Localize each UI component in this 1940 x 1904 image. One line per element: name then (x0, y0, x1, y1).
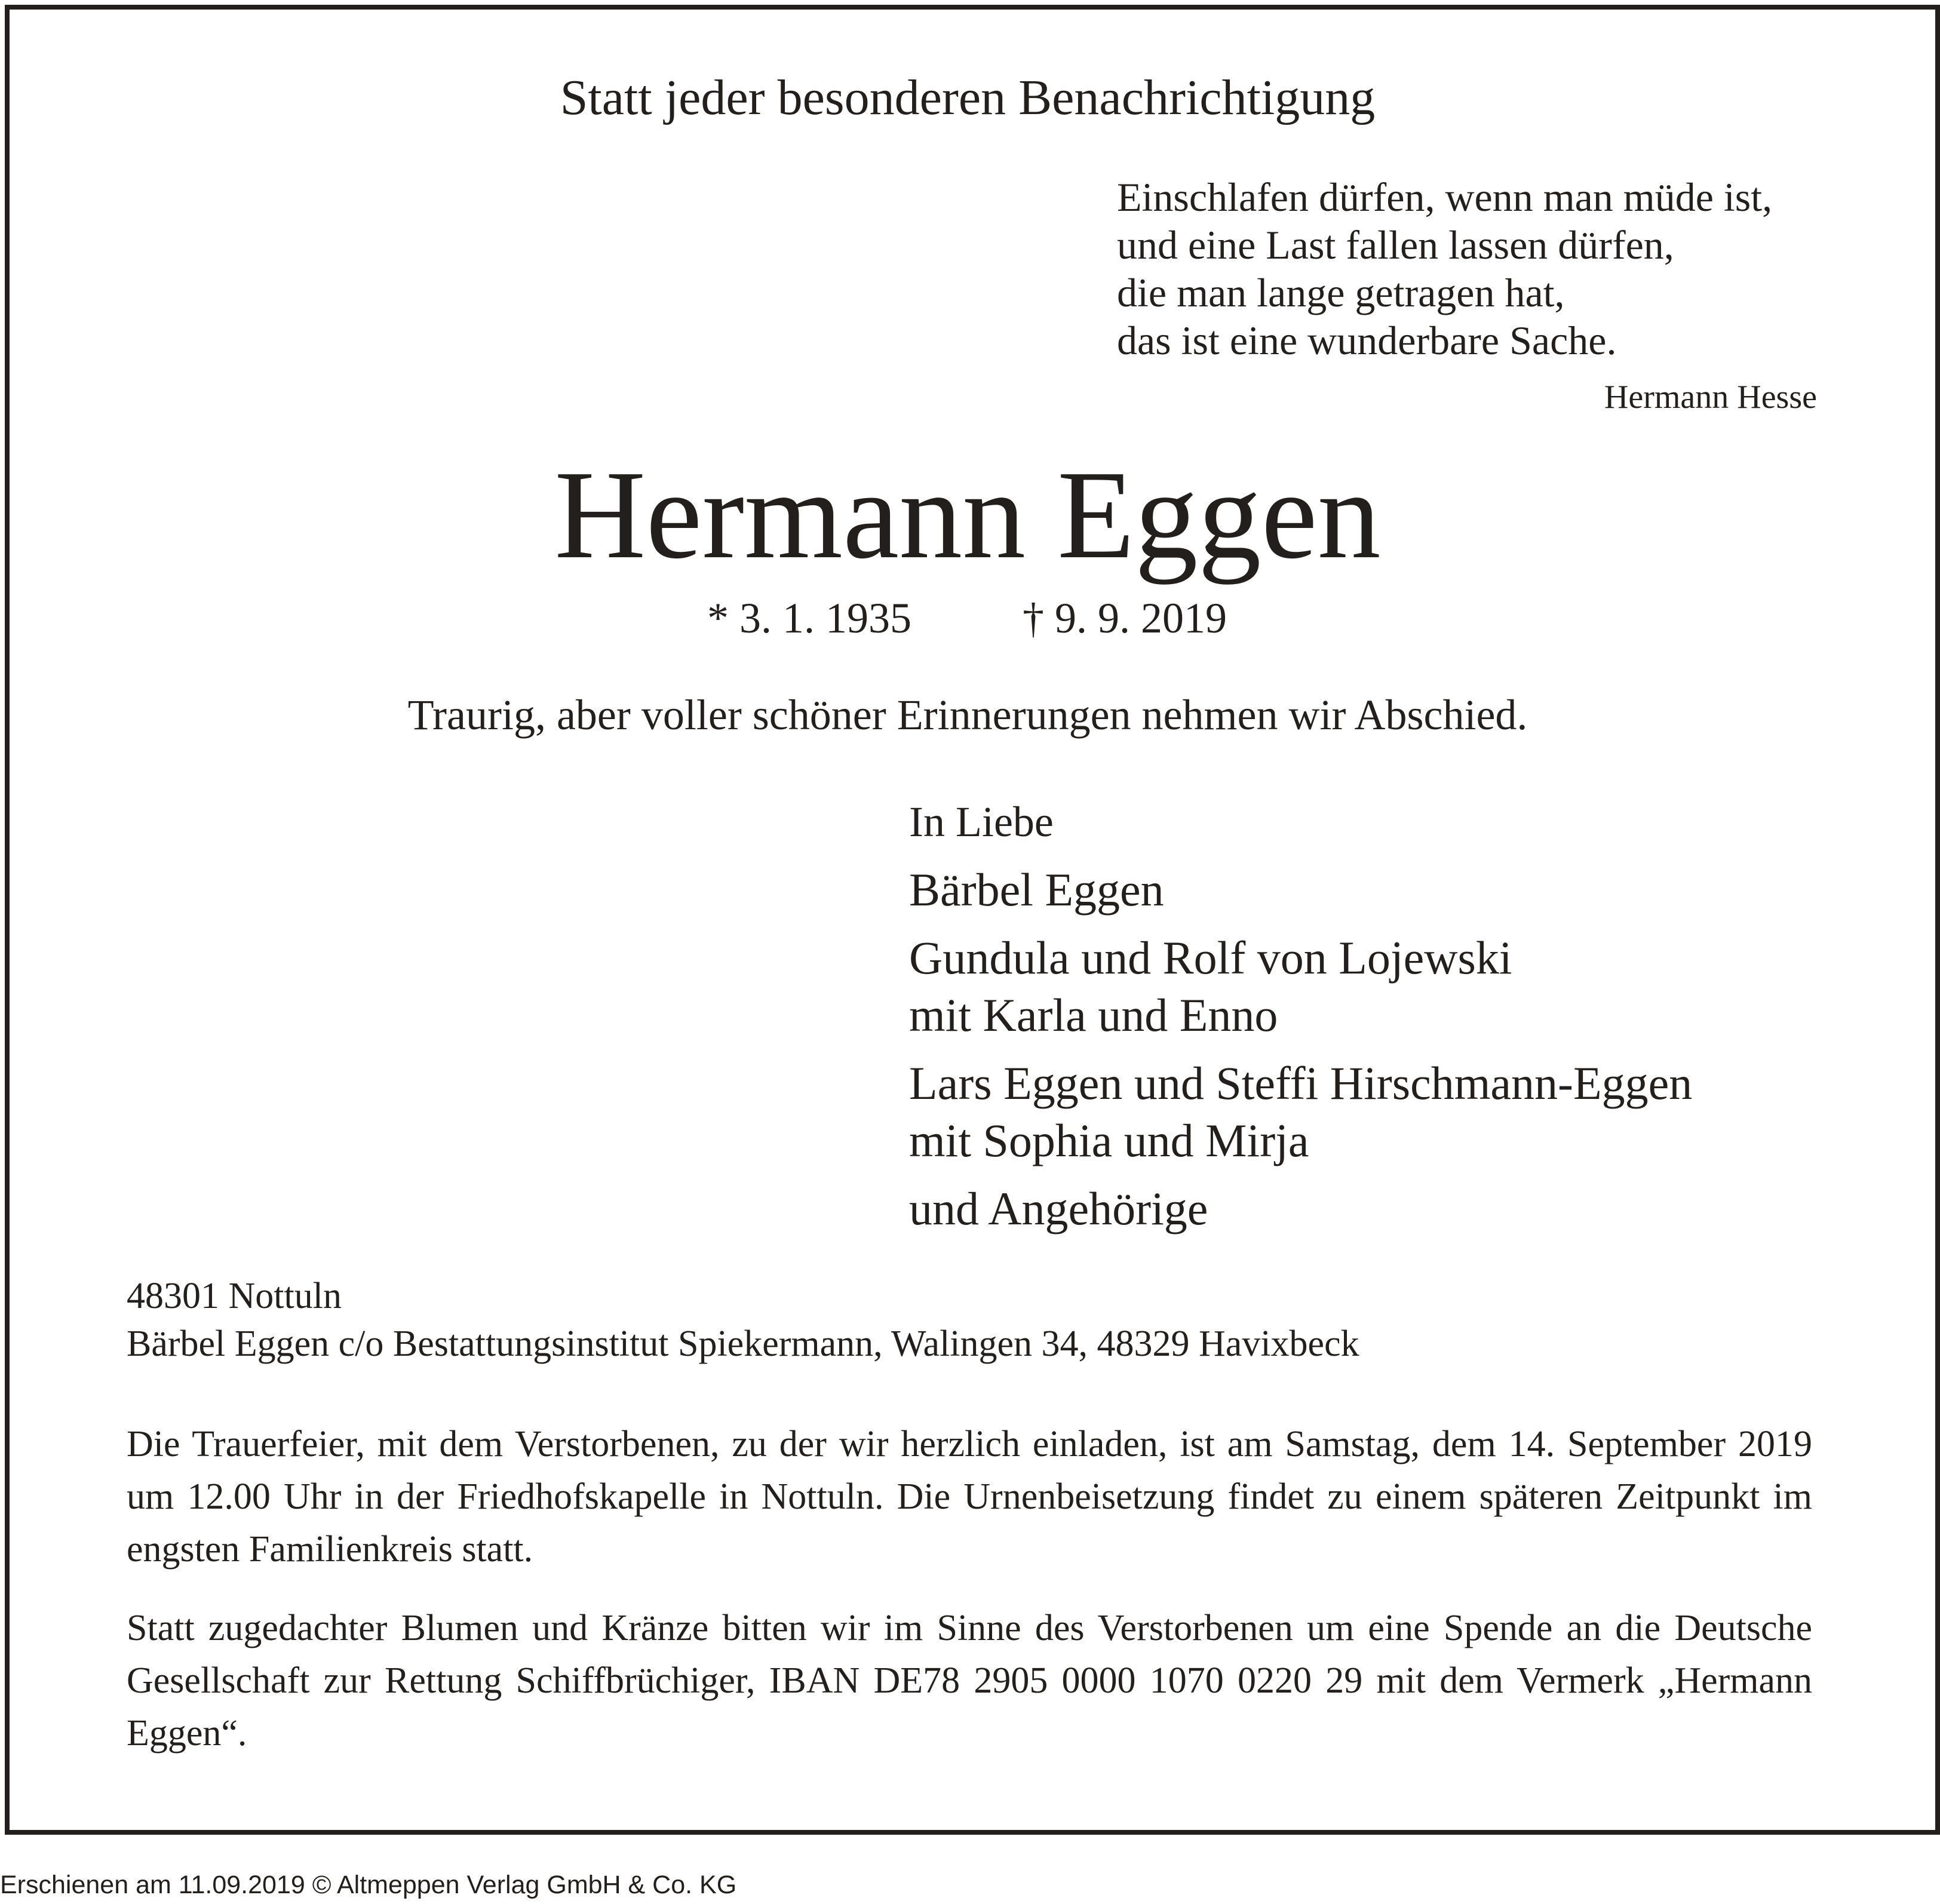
poem-author: Hermann Hesse (1604, 379, 1817, 416)
mourner-line: und Angehörige (909, 1183, 1208, 1234)
farewell-text: Traurig, aber voller schöner Erinnerungen nehmen wir Abschied. (407, 691, 1528, 739)
funeral-info-paragraph: Die Trauerfeier, mit dem Verstorbenen, zu der wir herzlich einladen, ist am Samstag, dem 14. September 2019 um 12.00 Uhr in der Friedhofskapelle in Nottuln. Die Urnenbeisetzung findet zu einem späteren Zeitpunkt im engsten Familienkreis statt. (127, 1424, 1812, 1570)
mourners-list (909, 793, 1692, 1248)
publication-footer: Erschienen am 11.09.2019 © Altmeppen Verlag GmbH & Co. KG (0, 1871, 737, 1899)
address-line: Bärbel Eggen c/o Bestattungsinstitut Spiekermann, Walingen 34, 48329 Havixbeck (127, 1323, 1359, 1364)
mourner-group (909, 929, 1692, 1044)
mourner-line: Lars Eggen und Steffi Hirschmann-Eggen (909, 1057, 1693, 1109)
mourners-intro: In Liebe (909, 798, 1054, 846)
poem-line: und eine Last fallen lassen dürfen, (1117, 222, 1674, 268)
donation-paragraph: Statt zugedachter Blumen und Kränze bitten wir im Sinne des Verstorbenen um eine Spende an die Deutsche Gesellschaft zur Rettung Schiffbrüchiger, IBAN DE78 2905 0000 1070 0220 29 mit dem Vermerk „Hermann Eggen“. (127, 1608, 1812, 1753)
mourner-group (909, 1180, 1692, 1237)
poem-line: das ist eine wunderbare Sache. (1117, 318, 1617, 363)
birth-date: * 3. 1. 1935 (707, 594, 911, 642)
poem-line: die man lange getragen hat, (1117, 270, 1565, 315)
address-line: 48301 Nottuln (127, 1276, 342, 1316)
poem-line: Einschlafen dürfen, wenn man müde ist, (1117, 174, 1773, 220)
mourner-group (909, 1055, 1692, 1169)
deceased-name: Hermann Eggen (554, 444, 1381, 585)
mourner-line: mit Karla und Enno (909, 989, 1278, 1041)
mourner-line: mit Sophia und Mirja (909, 1114, 1309, 1166)
mourner-group (909, 861, 1692, 919)
mourner-line: Bärbel Eggen (909, 864, 1164, 916)
notice-header: Statt jeder besonderen Benachrichtigung (560, 70, 1376, 125)
contact-address (127, 1272, 1359, 1368)
death-date: † 9. 9. 2019 (1023, 594, 1227, 642)
poem-quote (1117, 173, 1772, 364)
mourner-line: Gundula und Rolf von Lojewski (909, 932, 1512, 984)
